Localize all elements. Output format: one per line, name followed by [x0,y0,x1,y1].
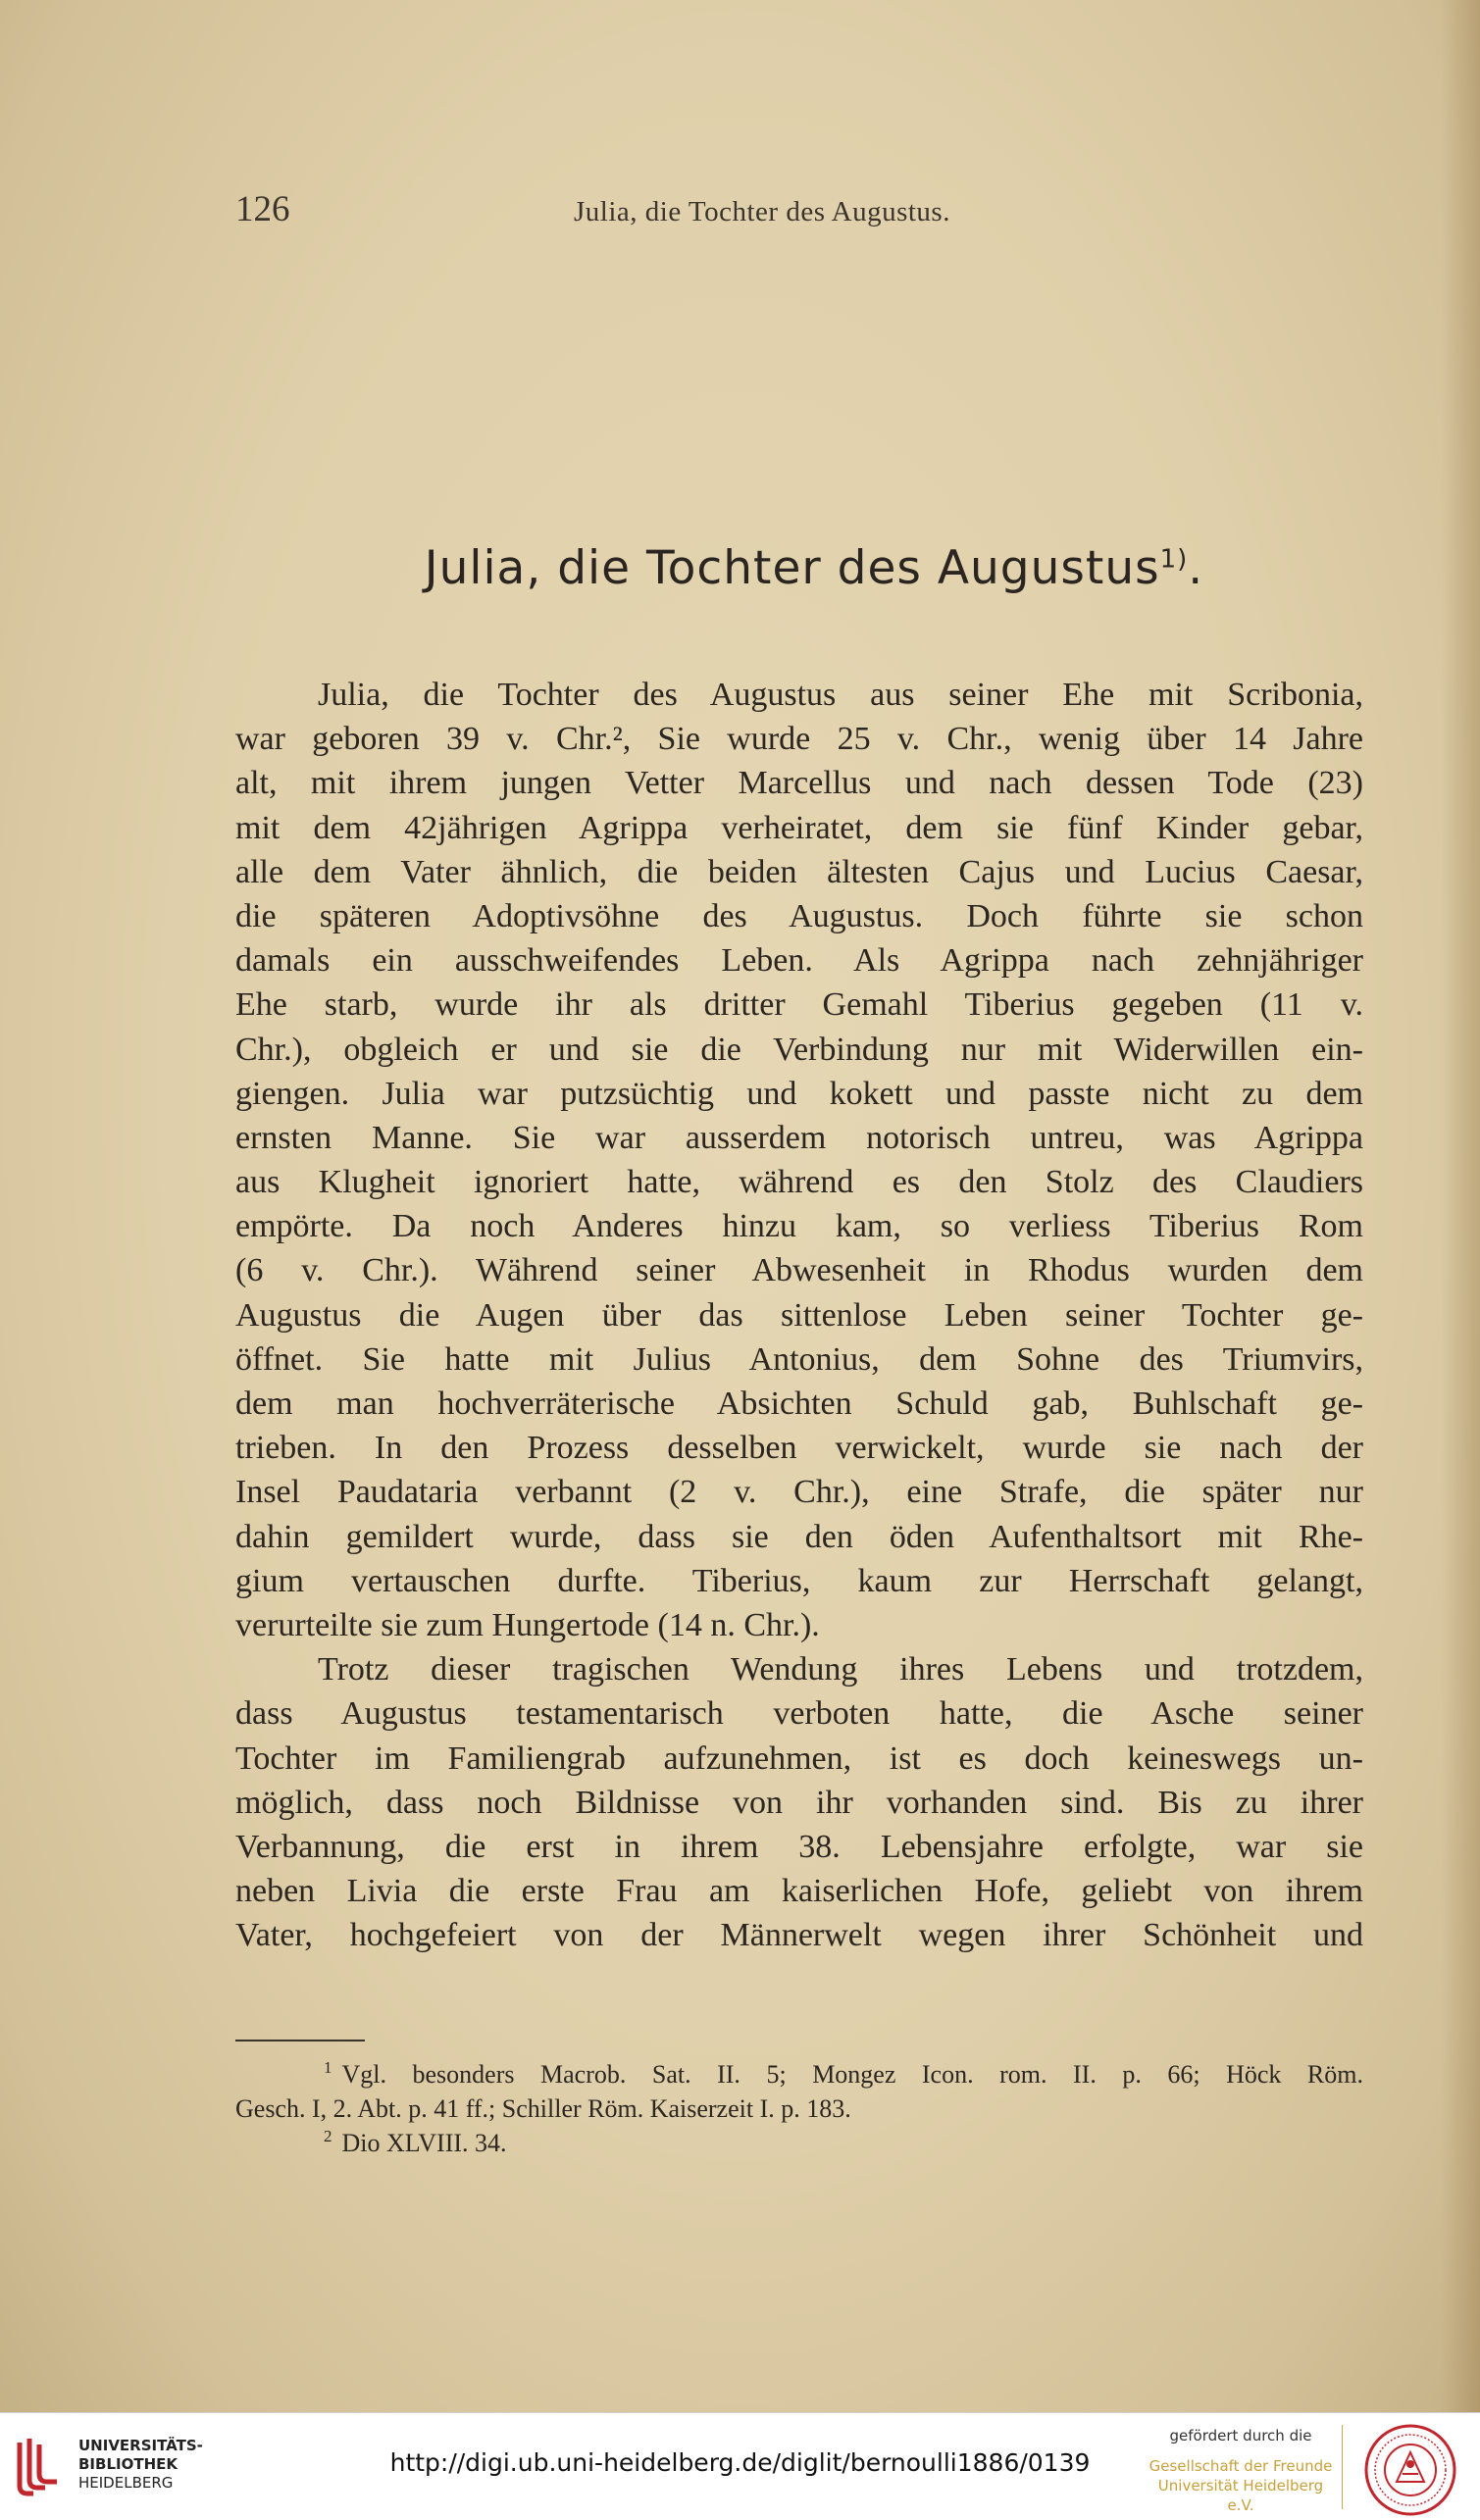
text-line: Chr.), obgleich er und sie die Verbindung nur mit Widerwillen ein- [235,1031,1363,1068]
chapter-title [235,541,1393,595]
viewer-footer [0,2412,1480,2520]
text-line: alle dem Vater ähnlich, die beiden ältesten Cajus und Lucius Caesar, [235,853,1363,890]
text-line: war geboren 39 v. Chr.², Sie wurde 25 v. Chr., wenig über 14 Jahre [235,721,1363,758]
university-seal-icon [1363,2423,1457,2517]
sponsor-name-line-2: Universität Heidelberg e.V. [1157,2477,1324,2514]
text-line: (6 v. Chr.). Während seiner Abwesenheit in Rhodus wurden dem [235,1252,1363,1289]
footnotes [235,2057,1363,2160]
running-title: Julia, die Tochter des Augustus. [574,196,950,227]
text-line: möglich, dass noch Bildnisse von ihr vorhanden sind. Bis zu ihrer [235,1784,1363,1821]
text-line: ernsten Manne. Sie war ausserdem notorisch untreu, was Agrippa [235,1119,1363,1156]
sponsor-name-line-1: Gesellschaft der Freunde [1148,2457,1333,2475]
text-line: neben Livia die erste Frau am kaiserlichen Hofe, geliebt von ihrem [235,1873,1363,1910]
footnote-mark: 1 [324,2058,332,2078]
text-line: dahin gemildert wurde, dass sie den öden Aufenthaltsort mit Rhe- [235,1518,1363,1555]
library-name-line-3: HEIDELBERG [78,2474,174,2492]
footnote-text: Dio XLVIII. 34. [341,2129,507,2157]
chapter-footnote-ref: 1) [1159,544,1189,575]
text-line: alt, mit ihrem jungen Vetter Marcellus und nach dessen Tode (23) [235,765,1363,802]
text-line: empörte. Da noch Anderes hinzu kam, so verliess Tiberius Rom [235,1208,1363,1245]
sponsor-block [1143,2427,1339,2515]
footnote-mark: 2 [324,2127,332,2146]
text-line: öffnet. Sie hatte mit Julius Antonius, dem Sohne des Triumvirs, [235,1340,1363,1378]
sponsor-label: gefördert durch die [1169,2427,1312,2444]
page-number: 126 [235,189,290,229]
text-line: gium vertauschen durfte. Tiberius, kaum zur Herrschaft gelangt, [235,1562,1363,1599]
text-line: Insel Paudataria verbannt (2 v. Chr.), eine Strafe, die später nur [235,1474,1363,1511]
text-line: Julia, die Tochter des Augustus aus seiner Ehe mit Scribonia, [318,677,1363,713]
text-line: giengen. Julia war putzsüchtig und kokett und passte nicht zu dem [235,1075,1363,1112]
running-head [235,188,1393,237]
text-line: Augustus die Augen über das sittenlose Leben seiner Tochter ge- [235,1296,1363,1334]
footnote-rule [235,2040,365,2041]
text-line: Vater, hochgefeiert von der Männerwelt wegen ihrer Schönheit und [235,1917,1363,1954]
sponsor-divider [1342,2425,1343,2509]
permalink-url[interactable]: http://digi.ub.uni-heidelberg.de/diglit/bernoulli1886/0139 [389,2448,1091,2477]
footnote-line [235,2057,1363,2092]
text-line: Tochter im Familiengrab aufzunehmen, ist es doch keineswegs un- [235,1739,1363,1777]
text-line: mit dem 42jährigen Agrippa verheiratet, dem sie fünf Kinder gebar, [235,809,1363,846]
chapter-title-end: . [1188,541,1204,595]
text-line: Ehe starb, wurde ihr als dritter Gemahl Tiberius gegeben (11 v. [235,986,1363,1024]
library-name-line-1: UNIVERSITÄTS- [78,2437,203,2454]
footnote-text: Gesch. I, 2. Abt. p. 41 ff.; Schiller Röm. Kaiserzeit I. p. 183. [235,2094,851,2123]
text-line: Verbannung, die erst in ihrem 38. Lebensjahre erfolgte, war sie [235,1828,1363,1865]
text-line: trieben. In den Prozess desselben verwickelt, wurde sie nach der [235,1430,1363,1467]
text-line: Trotz dieser tragischen Wendung ihres Lebens und trotzdem, [318,1651,1363,1688]
chapter-title-text: Julia, die Tochter des Augustus [424,541,1160,595]
footnote-line [235,2126,1363,2160]
text-line: dem man hochverräterische Absichten Schuld gab, Buhlschaft ge- [235,1386,1363,1422]
body-text [235,673,1363,1957]
text-line: verurteilte sie zum Hungertode (14 n. Chr.). [235,1606,820,1643]
footnote-text: Vgl. besonders Macrob. Sat. II. 5; Mongez Icon. rom. II. p. 66; Höck Röm. [341,2060,1363,2089]
text-line: aus Klugheit ignoriert hatte, während es den Stolz des Claudiers [235,1164,1363,1201]
text-line: damals ein ausschweifendes Leben. Als Agrippa nach zehnjähriger [235,942,1363,980]
footnote-line [235,2092,1363,2126]
text-line: die späteren Adoptivsöhne des Augustus. Doch führte sie schon [235,897,1363,934]
library-name-line-2: BIBLIOTHEK [78,2455,178,2473]
page-edge-shadow [1441,0,1480,2412]
text-line: dass Augustus testamentarisch verboten hatte, die Asche seiner [235,1695,1363,1733]
